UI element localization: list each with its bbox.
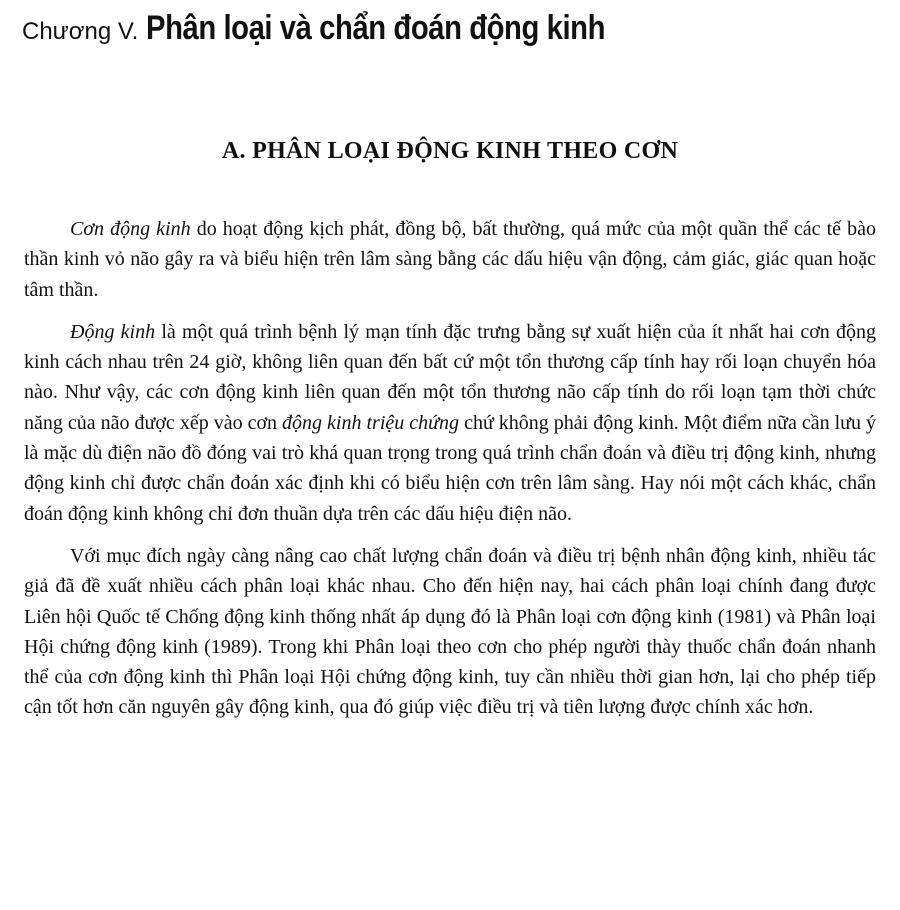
term-symptomatic-seizure: động kinh triệu chứng bbox=[282, 411, 460, 434]
body-text bbox=[24, 214, 876, 735]
chapter-title: Phân loại và chẩn đoán động kinh bbox=[146, 9, 606, 47]
chapter-header bbox=[22, 6, 882, 57]
paragraph-text: là một quá trình bệnh lý mạn tính đặc trưng bằng sự xuất hiện của ít nhất hai cơn động kinh cách nhau trên 24 giờ, không liên quan đến bất cứ một tổn thương cấp tính hay rối loạn chuyển hóa nào. Như vậy, các cơn động kinh liên quan đến một tổn thương não cấp tính do rối loạn tạm thời chức năng của não được xếp vào cơn bbox=[24, 320, 876, 434]
term-epilepsy: Động kinh bbox=[70, 320, 156, 343]
term-seizure: Cơn động kinh bbox=[70, 218, 191, 240]
paragraph-classification bbox=[24, 541, 876, 723]
paragraph-epilepsy-definition bbox=[24, 317, 876, 529]
section-heading: A. PHÂN LOẠI ĐỘNG KINH THEO CƠN bbox=[221, 138, 679, 164]
chapter-number: Chương V. bbox=[22, 18, 139, 45]
paragraph-seizure-definition bbox=[24, 214, 876, 305]
paragraph-text: chứ không phải động kinh. Một điểm nữa cần lưu ý là mặc dù điện não đồ đóng vai trò khá quan trọng trong quá trình chẩn đoán và điều trị động kinh, nhưng động kinh chỉ được chẩn đoán xác định khi có biểu hiện cơn trên lâm sàng. Hay nói một cách khác, chẩn đoán động kinh không chỉ đơn thuần dựa trên các dấu hiệu điện não. bbox=[24, 411, 877, 525]
paragraph-text: do hoạt động kịch phát, đồng bộ, bất thường, quá mức của một quần thể các tế bào thần kinh vỏ não gây ra và biểu hiện trên lâm sàng bằng các dấu hiệu vận động, cảm giác, giác quan hoặc tâm thần. bbox=[24, 218, 876, 301]
paragraph-text: Với mục đích ngày càng nâng cao chất lượng chẩn đoán và điều trị bệnh nhân động kinh, nhiều tác giả đã đề xuất nhiều cách phân loại khác nhau. Cho đến hiện nay, hai cách phân loại chính đang được Liên hội Quốc tế Chống động kinh thống nhất áp dụng đó là Phân loại cơn động kinh (1981) và Phân loại Hội chứng động kinh (1989). Trong khi Phân loại theo cơn cho phép người thày thuốc chẩn đoán nhanh thể của cơn động kinh thì Phân loại Hội chứng động kinh, tuy cần nhiều thời gian hơn, lại cho phép tiếp cận tốt hơn căn nguyên gây động kinh, qua đó giúp việc điều trị và tiên lượng được chính xác hơn. bbox=[24, 544, 876, 719]
